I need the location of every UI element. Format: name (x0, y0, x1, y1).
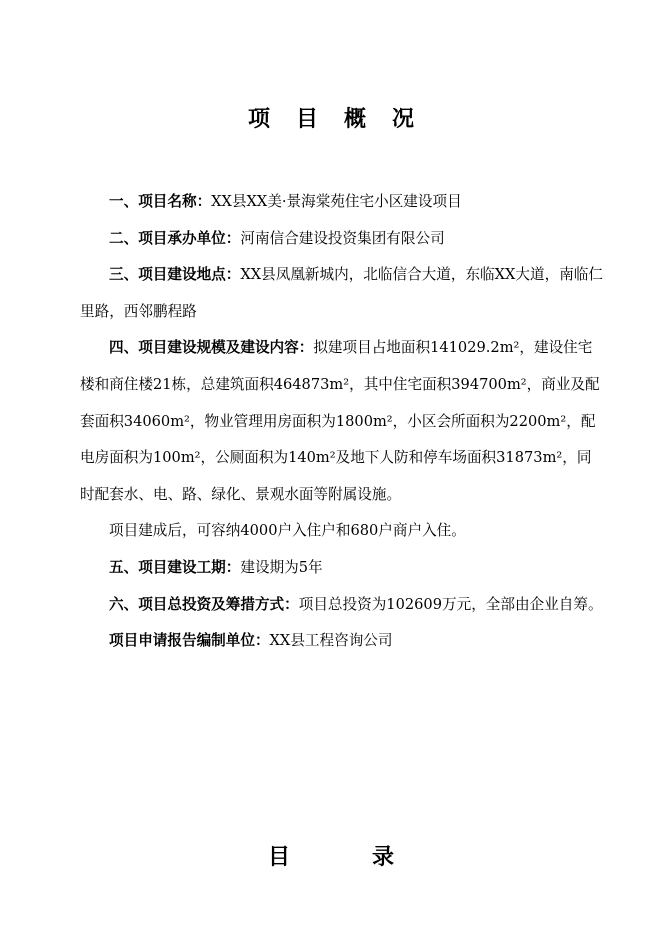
section-construction-period (80, 550, 605, 587)
section-scale-content (80, 330, 605, 513)
section-text: XX县凤凰新城内，北临信合大道，东临XX大道，南临仁里路，西邻鹏程路 (80, 266, 603, 320)
section-text: 拟建项目占地面积141029.2m²，建设住宅楼和商住楼21栋，总建筑面积464873m²，其中住宅面积394700m²，商业及配套面积34060m²，物业管理用房面积为1800m²，小区会所面积为2200m²，配电房面积为100m²，公厕面积为140m²及地下人防和停车场面积31873m²，同时配套水、电、路、绿化、景观水面等附属设施。 (80, 339, 600, 503)
section-label: 五、项目建设工期： (109, 558, 241, 576)
section-undertaking-unit (80, 221, 605, 258)
page-title: 项目概况 (247, 106, 440, 132)
section-label: 四、项目建设规模及建设内容： (109, 339, 314, 357)
section-label: 六、项目总投资及筹措方式： (109, 595, 299, 613)
section-text: XX县XX美·景海棠苑住宅小区建设项目 (211, 193, 462, 210)
section-project-name (80, 184, 605, 221)
section-label: 三、项目建设地点： (109, 266, 241, 284)
section-report-unit (80, 623, 605, 660)
section-text: 项目建成后，可容纳4000户入住户和680户商户入住。 (109, 522, 466, 540)
section-text: 河南信合建设投资集团有限公司 (240, 229, 445, 247)
toc-heading-first: 目 (267, 844, 290, 870)
section-capacity (80, 513, 605, 550)
section-label: 项目申请报告编制单位： (109, 632, 270, 650)
section-location (80, 257, 605, 330)
section-label: 二、项目承办单位： (109, 229, 241, 247)
toc-heading (0, 842, 662, 872)
section-text: XX县工程咨询公司 (269, 632, 393, 650)
section-label: 一、项目名称： (109, 193, 212, 210)
section-text: 项目总投资为102609万元，全部由企业自筹。 (298, 595, 603, 613)
toc-heading-second: 录 (372, 844, 395, 870)
section-investment (80, 587, 605, 624)
section-text: 建设期为5年 (240, 558, 323, 576)
document-body (80, 184, 605, 660)
